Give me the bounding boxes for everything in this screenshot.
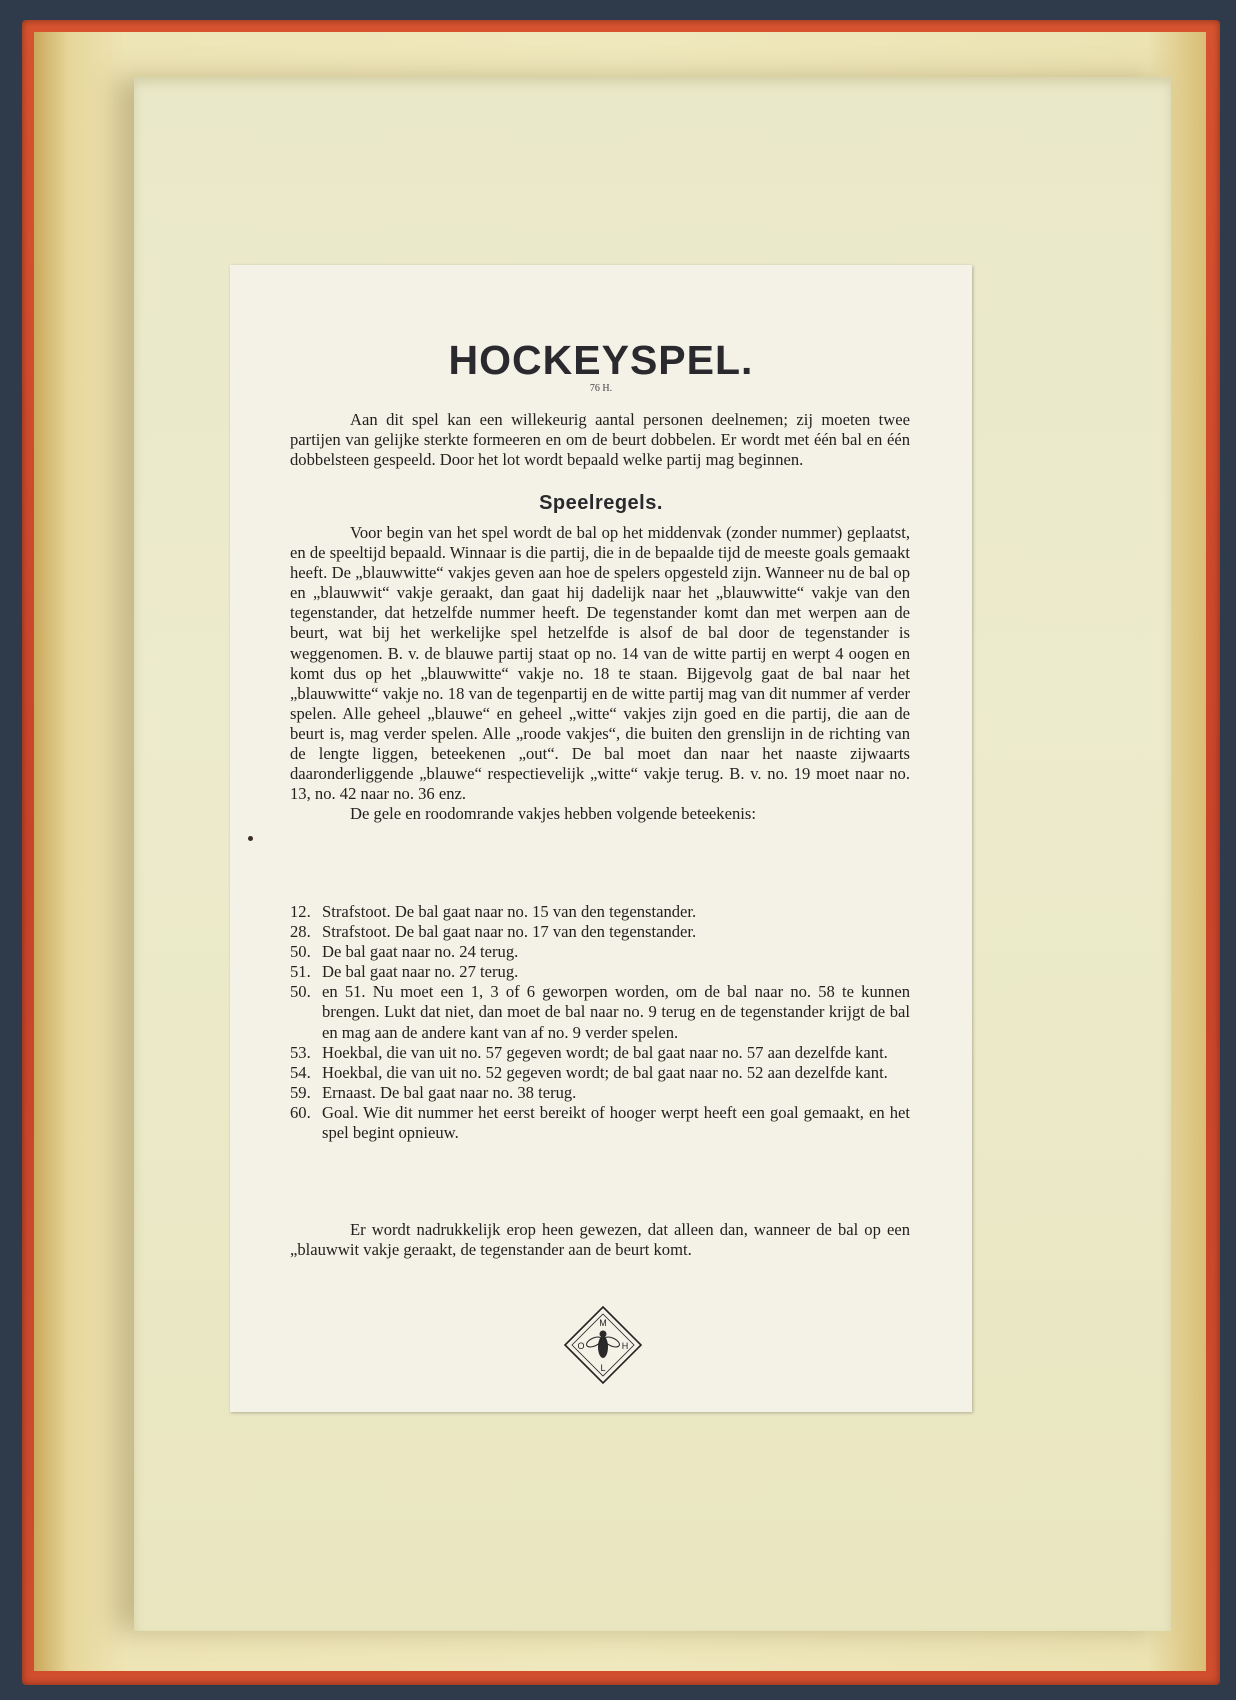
rule-item [290, 1063, 910, 1083]
rule-item [290, 902, 910, 922]
rule-number: 12. [290, 902, 311, 921]
rule-text: Strafstoot. De bal gaat naar no. 17 van den tegenstander. [322, 922, 697, 942]
rule-number: 59. [290, 1082, 311, 1102]
section-heading: Speelregels. [539, 492, 663, 514]
rule-number: 54. [290, 1062, 311, 1082]
rule-number: 28. [290, 922, 311, 942]
rules-intro: De gele en roodomrande vakjes hebben volgende beteekenis: [350, 804, 756, 824]
rule-text: Strafstoot. De bal gaat naar no. 15 van den tegenstander. [322, 902, 697, 921]
rules-body-text: Voor begin van het spel wordt de bal op het middenvak (zonder nummer) geplaatst, en de speeltijd bepaald. Winnaar is die partij, die in de bepaalde tijd de meeste goals gemaakt heeft. De „blauwwitte“ vakjes geven aan hoe de spelers opgesteld zijn. Wanneer nu de bal op en „blauwwit“ vakje geraakt, dan gaat hij dadelijk naar het „blauwwitte“ vakje van den tegenstander, dat hetzelfde nummer heeft. De tegenstander komt dan met werpen aan de beurt, wat bij het werkelijke spel hetzelfde is alsof de bal door de tegenstander is weggenomen. B. v. de blauwe partij staat op no. 14 van de witte partij en werpt 4 oogen en komt dus op het „blauwwitte“ vakje no. 18 te staan. Bijgevolg gaat de bal naar het „blauwwitte“ vakje no. 18 van de tegenpartij en de witte partij mag van dit nummer af verder spelen. Alle geheel „blauwe“ en geheel „witte“ vakjes zijn goed en die partij, die aan de beurt is, mag verder spelen. Alle „roode vakjes“, die buiten den grenslijn in de richting van de lengte liggen, beteekenen „out“. De bal moet dan naar het naaste zijwaarts daaronderliggende „blauwe“ respectievelijk „witte“ vakje terug. B. v. no. 19 moet naar no. 13, no. 42 naar no. 36 enz. [290, 523, 910, 804]
rule-text: De bal gaat naar no. 27 terug. [322, 962, 519, 982]
rule-item [290, 962, 910, 982]
rule-number: 53. [290, 1042, 311, 1062]
rule-text: Goal. Wie dit nummer het eerst bereikt of hooger werpt heeft een goal gemaakt, en het spel begint opnieuw. [322, 1102, 910, 1143]
logo-letter-bottom: L [600, 1363, 606, 1373]
sheet-hole [248, 836, 253, 841]
rule-text: Ernaast. De bal gaat naar no. 38 terug. [322, 1082, 577, 1102]
page-title: HOCKEYSPEL. [448, 337, 754, 383]
rules-body [290, 523, 910, 824]
rule-item [290, 922, 910, 942]
rule-item [290, 982, 910, 1042]
rule-text: De bal gaat naar no. 24 terug. [322, 942, 519, 962]
rules-sheet [230, 265, 972, 1412]
logo-letter-right: H [621, 1341, 629, 1351]
rule-item [290, 1103, 910, 1143]
rule-text: en 51. Nu moet een 1, 3 of 6 geworpen worden, om de bal naar no. 58 te kunnen brengen. Lukt dat niet, dan moet de bal naar no. 9 terug en de tegenstander krijgt de bal en mag aan de andere kant van af no. 9 verder spelen. [322, 982, 910, 1042]
rule-item [290, 1083, 910, 1103]
rule-number: 50. [290, 982, 311, 1002]
rule-number: 51. [290, 962, 311, 982]
logo-letter-left: O [577, 1341, 585, 1351]
intro-paragraph: Aan dit spel kan een willekeurig aantal personen deelnemen; zij moeten twee partijen van gelijke sterkte formeeren en om de beurt dobbelen. Er wordt met één bal en één dobbelsteen gespeeld. Door het lot wordt bepaald welke partij mag beginnen. [290, 410, 910, 470]
rule-number: 50. [290, 942, 311, 962]
print-code: 76 H. [589, 383, 613, 394]
rule-text: Hoekbal, die van uit no. 52 gegeven wordt; de bal gaat naar no. 52 aan dezelfde kant. [322, 1062, 888, 1082]
rules-list [290, 902, 910, 1143]
rule-number: 60. [290, 1102, 311, 1122]
publisher-logo [563, 1305, 643, 1385]
rule-item [290, 1043, 910, 1063]
logo-letter-top: M [599, 1318, 607, 1328]
rule-text: Hoekbal, die van uit no. 57 gegeven wordt; de bal gaat naar no. 57 aan dezelfde kant. [322, 1042, 888, 1062]
rule-item [290, 942, 910, 962]
closing-paragraph: Er wordt nadrukkelijk erop heen gewezen, dat alleen dan, wanneer de bal op een „blauwwit vakje geraakt, de tegenstander aan de beurt komt. [290, 1220, 910, 1260]
